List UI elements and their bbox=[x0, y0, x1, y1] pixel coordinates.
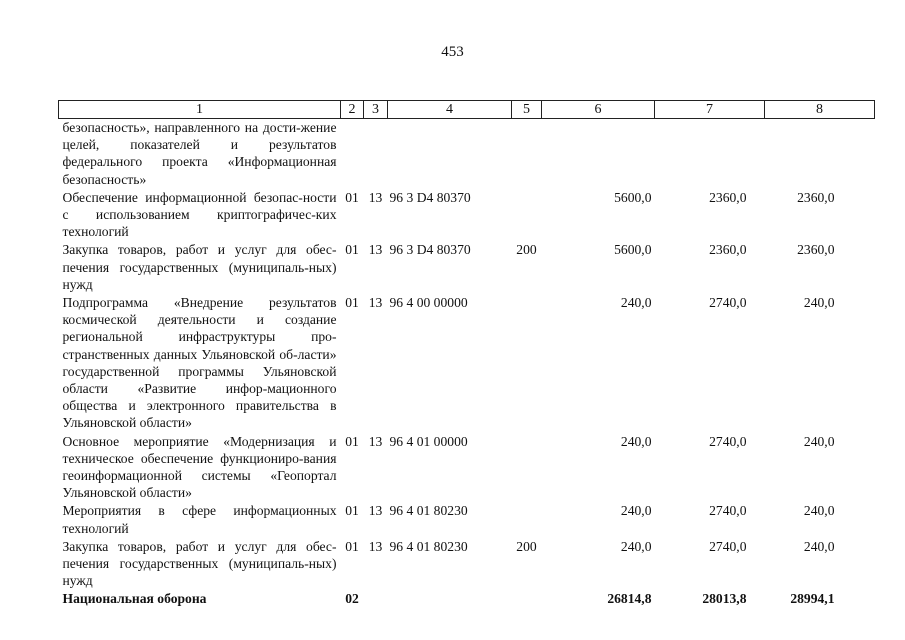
column-header-6: 6 bbox=[542, 101, 655, 119]
row-name: Закупка товаров, работ и услуг для обес-печения государственных (муниципаль-ных) нужд bbox=[62, 242, 337, 292]
row-subsection-code: 13 bbox=[368, 295, 383, 311]
row-target-article-code: 96 4 01 80230 bbox=[389, 503, 468, 519]
row-subsection-code bbox=[364, 590, 388, 608]
row-amount-col7: 2740,0 bbox=[709, 538, 747, 554]
row-target-article-code: 96 3 D4 80370 bbox=[389, 189, 471, 205]
table-row bbox=[59, 241, 875, 294]
row-name: Подпрограмма «Внедрение результатов космической деятельности и создание региональной инфраструктуры про-странственных данных Ульяновской об-ласти» государственной программы Ульяновской области «Развитие инфор-мационного общества и электронного правительства в Ульяновской области» bbox=[62, 295, 337, 431]
column-header-8: 8 bbox=[765, 101, 875, 119]
row-amount-col6: 240,0 bbox=[620, 503, 652, 519]
row-amount-col7: 2360,0 bbox=[709, 242, 747, 258]
row-target-article-code: 96 4 00 00000 bbox=[389, 295, 468, 311]
row-section-code bbox=[341, 119, 364, 189]
row-amount-col7: 2740,0 bbox=[709, 433, 747, 449]
row-expense-type-code: 200 bbox=[516, 242, 537, 258]
row-amount-col7: 2360,0 bbox=[709, 189, 747, 205]
row-amount-col8: 240,0 bbox=[803, 503, 835, 519]
row-expense-type-code bbox=[512, 189, 542, 242]
table-row bbox=[59, 189, 875, 242]
column-header-3: 3 bbox=[364, 101, 388, 119]
row-section-code: 01 bbox=[345, 538, 359, 554]
column-header-2: 2 bbox=[341, 101, 364, 119]
row-target-article-code: 96 3 D4 80370 bbox=[389, 242, 471, 258]
table-row bbox=[59, 538, 875, 591]
row-name: безопасность», направленного на дости-жение целей, показателей и результатов федерального проекта «Информационная безопасность» bbox=[62, 120, 337, 187]
row-section-code: 02 bbox=[345, 591, 359, 607]
row-target-article-code: 96 4 01 80230 bbox=[389, 538, 468, 554]
table-header bbox=[59, 101, 875, 119]
table-row bbox=[59, 590, 875, 608]
row-subsection-code: 13 bbox=[368, 538, 383, 554]
row-amount-col8: 240,0 bbox=[803, 538, 835, 554]
row-amount-col7: 28013,8 bbox=[702, 591, 747, 607]
row-expense-type-code bbox=[512, 294, 542, 433]
row-amount-col6: 5600,0 bbox=[614, 242, 652, 258]
row-section-code: 01 bbox=[345, 503, 359, 519]
row-expense-type-code bbox=[512, 590, 542, 608]
row-target-article-code bbox=[388, 119, 512, 189]
row-amount-col6 bbox=[542, 119, 655, 189]
row-expense-type-code bbox=[512, 119, 542, 189]
row-subsection-code: 13 bbox=[368, 189, 383, 205]
column-header-1: 1 bbox=[59, 101, 341, 119]
table-body bbox=[59, 119, 875, 609]
row-amount-col6: 240,0 bbox=[620, 295, 652, 311]
row-section-code: 01 bbox=[345, 242, 359, 258]
row-amount-col6: 5600,0 bbox=[614, 189, 652, 205]
row-amount-col7: 2740,0 bbox=[709, 295, 747, 311]
column-header-7: 7 bbox=[655, 101, 765, 119]
budget-table bbox=[58, 100, 875, 609]
table-row bbox=[59, 119, 875, 189]
row-expense-type-code: 200 bbox=[516, 538, 537, 554]
table-row bbox=[59, 502, 875, 537]
column-header-4: 4 bbox=[388, 101, 512, 119]
page-number: 453 bbox=[441, 44, 464, 60]
row-section-code: 01 bbox=[345, 433, 359, 449]
row-amount-col8: 240,0 bbox=[803, 433, 835, 449]
row-amount-col7 bbox=[655, 119, 765, 189]
row-amount-col6: 240,0 bbox=[620, 538, 652, 554]
row-target-article-code bbox=[388, 590, 512, 608]
row-amount-col8: 28994,1 bbox=[790, 591, 835, 607]
row-name: Национальная оборона bbox=[62, 591, 207, 607]
row-amount-col8: 240,0 bbox=[803, 295, 835, 311]
column-number-row bbox=[59, 101, 875, 119]
row-name: Основное мероприятие «Модернизация и техническое обеспечение функциониро-вания геоинформационной системы «Геопортал Ульяновской области» bbox=[62, 433, 337, 501]
row-name: Закупка товаров, работ и услуг для обес-печения государственных (муниципаль-ных) нужд bbox=[62, 538, 337, 589]
row-subsection-code bbox=[364, 119, 388, 189]
row-section-code: 01 bbox=[345, 295, 359, 311]
row-amount-col6: 240,0 bbox=[620, 433, 652, 449]
row-expense-type-code bbox=[512, 433, 542, 503]
row-subsection-code: 13 bbox=[368, 433, 383, 449]
row-expense-type-code bbox=[512, 502, 542, 537]
row-target-article-code: 96 4 01 00000 bbox=[389, 433, 468, 449]
row-amount-col8: 2360,0 bbox=[797, 242, 835, 258]
column-header-5: 5 bbox=[512, 101, 542, 119]
row-amount-col7: 2740,0 bbox=[709, 503, 747, 519]
row-name: Обеспечение информационной безопас-ности с использованием криптографичес-ких технологий bbox=[62, 189, 337, 240]
row-name: Мероприятия в сфере информационных технологий bbox=[62, 503, 337, 536]
row-section-code: 01 bbox=[345, 189, 359, 205]
row-subsection-code: 13 bbox=[368, 242, 383, 258]
row-subsection-code: 13 bbox=[368, 503, 383, 519]
table-row bbox=[59, 294, 875, 433]
row-amount-col8: 2360,0 bbox=[797, 189, 835, 205]
row-amount-col8 bbox=[765, 119, 875, 189]
row-amount-col6: 26814,8 bbox=[607, 591, 652, 607]
table-row bbox=[59, 433, 875, 503]
